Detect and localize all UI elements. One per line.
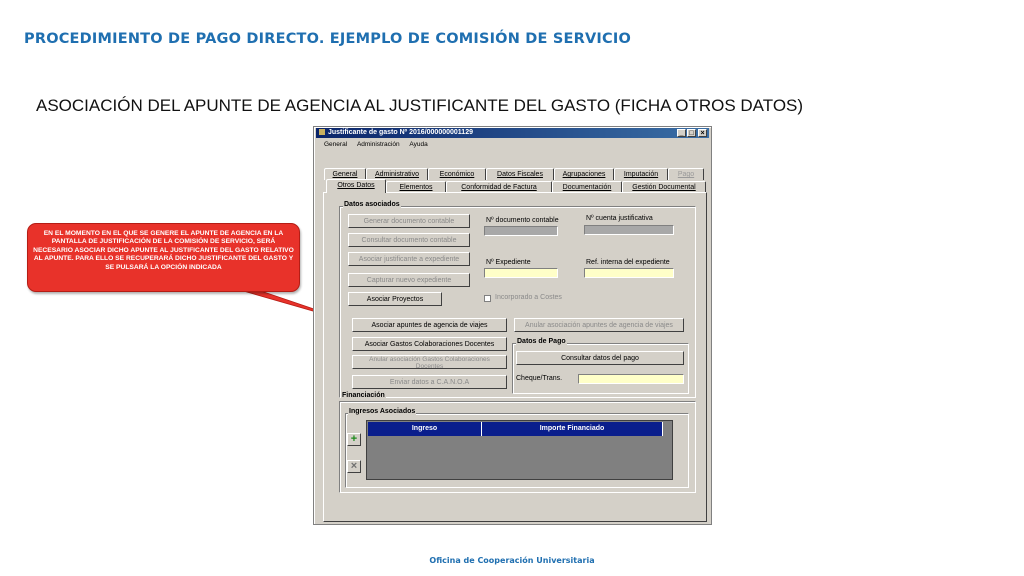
add-icon[interactable]: + <box>347 433 361 446</box>
tab-otros-datos[interactable]: Otros Datos <box>326 179 386 193</box>
minimize-button[interactable]: _ <box>677 129 686 137</box>
incorporado-costes-checkbox[interactable] <box>484 295 491 302</box>
ref-interna-field[interactable] <box>584 268 674 278</box>
callout-note: EN EL MOMENTO EN EL QUE SE GENERE EL APUNTE DE AGENCIA EN LA PANTALLA DE JUSTIFICACIÓN DE LA COMISIÓN DE SERVICIO, SERÁ NECESARIO ASOCIAR DICHO APUNTE AL JUSTIFICANTE DEL GASTO RELATIVO AL APUNTE. PARA ELLO SE RECUPERARÁ DICHO JUSTIFICANTE DEL GASTO Y SE PULSARÁ LA OPCIÓN INDICADA <box>27 223 300 292</box>
expediente-field[interactable] <box>484 268 558 278</box>
window-title: Justificante de gasto Nº 2016/000000001129 <box>328 129 473 136</box>
tab-administrativo[interactable]: Administrativo <box>366 168 428 180</box>
menubar <box>316 140 428 150</box>
ref-interna-label: Ref. interna del expediente <box>586 259 670 266</box>
capturar-nuevo-expediente-button[interactable]: Capturar nuevo expediente <box>348 273 470 287</box>
slide-subtitle: ASOCIACIÓN DEL APUNTE DE AGENCIA AL JUSTIFICANTE DEL GASTO (FICHA OTROS DATOS) <box>36 96 804 115</box>
window-titlebar[interactable] <box>316 128 709 138</box>
expediente-label: Nº Expediente <box>486 259 531 266</box>
column-header-importe[interactable]: Importe Financiado <box>482 422 663 436</box>
cuenta-justificativa-label: Nº cuenta justificativa <box>586 215 653 222</box>
tab-imputacion[interactable]: Imputación <box>614 168 668 180</box>
generar-documento-contable-button[interactable]: Generar documento contable <box>348 214 470 228</box>
datos-pago-label: Datos de Pago <box>517 338 566 345</box>
tab-pago[interactable]: Pago <box>668 168 704 180</box>
asociar-gastos-colaboraciones-button[interactable]: Asociar Gastos Colaboraciones Docentes <box>352 337 507 351</box>
asociar-apuntes-agencia-button[interactable]: Asociar apuntes de agencia de viajes <box>352 318 507 332</box>
cheque-trans-label: Cheque/Trans. <box>516 375 563 382</box>
ingresos-grid[interactable] <box>366 420 673 480</box>
cuenta-justificativa-field[interactable] <box>584 225 674 235</box>
menu-general[interactable]: General <box>324 141 348 148</box>
delete-icon[interactable]: × <box>347 460 361 473</box>
menu-ayuda[interactable]: Ayuda <box>409 141 428 148</box>
tab-general[interactable]: General <box>324 168 366 180</box>
slide-title: PROCEDIMIENTO DE PAGO DIRECTO. EJEMPLO DE COMISIÓN DE SERVICIO <box>24 31 631 47</box>
footer: Oficina de Cooperación Universitaria <box>429 556 595 565</box>
consultar-datos-pago-button[interactable]: Consultar datos del pago <box>516 351 684 365</box>
doc-contable-label: Nº documento contable <box>486 217 559 224</box>
consultar-documento-contable-button[interactable]: Consultar documento contable <box>348 233 470 247</box>
doc-contable-field[interactable] <box>484 226 558 236</box>
menu-administracion[interactable]: Administración <box>356 141 400 148</box>
close-button[interactable]: × <box>698 129 707 137</box>
tab-documentacion[interactable]: Documentación <box>552 181 622 193</box>
cheque-trans-field[interactable] <box>578 374 684 384</box>
app-icon <box>319 129 325 135</box>
anular-gastos-colaboraciones-button[interactable]: Anular asociación Gastos Colaboraciones Docentes <box>352 355 507 369</box>
asociar-justificante-expediente-button[interactable]: Asociar justificante a expediente <box>348 252 470 266</box>
enviar-canoa-button[interactable]: Enviar datos a C.A.N.O.A <box>352 375 507 389</box>
datos-asociados-label: Datos asociados <box>344 201 400 208</box>
tab-conformidad-factura[interactable]: Conformidad de Factura <box>446 181 552 193</box>
anular-apuntes-agencia-button[interactable]: Anular asociación apuntes de agencia de viajes <box>514 318 684 332</box>
tab-elementos[interactable]: Elementos <box>386 181 446 193</box>
tab-economico[interactable]: Económico <box>428 168 486 180</box>
ingresos-asociados-label: Ingresos Asociados <box>349 408 416 415</box>
maximize-button[interactable]: □ <box>687 129 696 137</box>
tab-agrupaciones[interactable]: Agrupaciones <box>554 168 614 180</box>
tab-gestion-documental[interactable]: Gestión Documental <box>622 181 706 193</box>
tab-datos-fiscales[interactable]: Datos Fiscales <box>486 168 554 180</box>
incorporado-costes-label: Incorporado a Costes <box>495 294 562 301</box>
column-header-ingreso[interactable]: Ingreso <box>368 422 482 436</box>
asociar-proyectos-button[interactable]: Asociar Proyectos <box>348 292 442 306</box>
financiacion-label: Financiación <box>342 392 385 399</box>
